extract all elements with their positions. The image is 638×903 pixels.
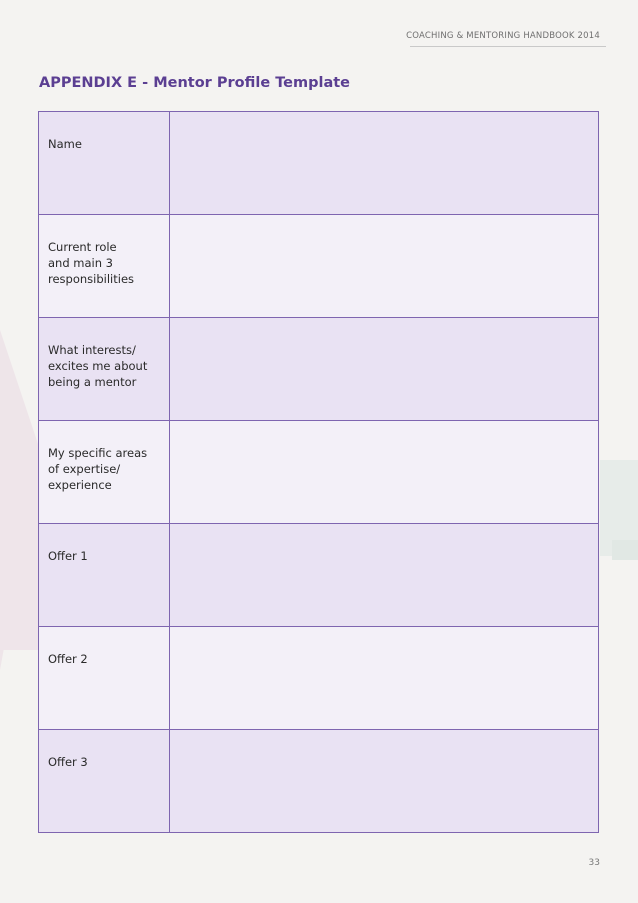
row-label: Name: [48, 137, 82, 151]
row-label-cell: [39, 627, 170, 730]
row-label: Current role and main 3 responsibilities: [48, 240, 135, 286]
table-row-expertise: [39, 421, 599, 524]
row-value-cell[interactable]: [170, 627, 599, 730]
background-decoration-left-lower: [0, 460, 38, 650]
row-value-cell[interactable]: [170, 318, 599, 421]
row-value-cell[interactable]: [170, 524, 599, 627]
page-title: APPENDIX E - Mentor Profile Template: [39, 75, 351, 91]
row-label: Offer 2: [48, 652, 88, 666]
row-label-cell: [39, 215, 170, 318]
row-label-cell: [39, 524, 170, 627]
row-label: What interests/ excites me about being a mentor: [48, 343, 148, 389]
row-label-cell: [39, 421, 170, 524]
table-row-offer-3: [39, 730, 599, 833]
running-header: COACHING & MENTORING HANDBOOK 2014: [406, 31, 600, 41]
row-value-cell[interactable]: [170, 730, 599, 833]
table-row-interests: [39, 318, 599, 421]
table-row-name: [39, 112, 599, 215]
background-decoration-right-lower: [612, 540, 638, 560]
page-number: 33: [588, 858, 600, 868]
row-label-cell: [39, 112, 170, 215]
row-label-cell: [39, 318, 170, 421]
row-value-cell[interactable]: [170, 421, 599, 524]
header-divider: [410, 46, 606, 47]
table-row-current-role: [39, 215, 599, 318]
row-value-cell[interactable]: [170, 215, 599, 318]
row-label-cell: [39, 730, 170, 833]
mentor-profile-table: [38, 111, 599, 833]
row-value-cell[interactable]: [170, 112, 599, 215]
row-label: Offer 1: [48, 549, 88, 563]
table-row-offer-1: [39, 524, 599, 627]
row-label: Offer 3: [48, 755, 88, 769]
table-row-offer-2: [39, 627, 599, 730]
row-label: My specific areas of expertise/ experience: [48, 446, 148, 492]
